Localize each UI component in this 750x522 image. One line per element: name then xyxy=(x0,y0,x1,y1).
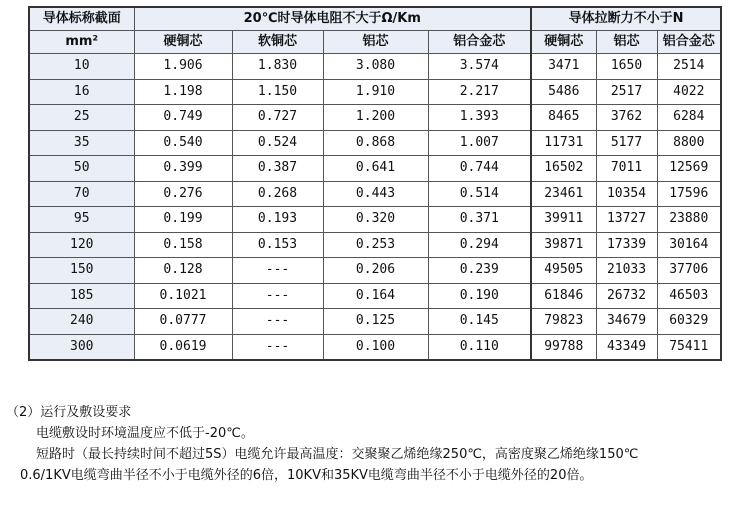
cell-alloy: 2.217 xyxy=(428,79,531,105)
header-row-2 xyxy=(29,31,721,54)
cell-tensile-hard-copper: 3471 xyxy=(531,54,596,80)
notes-line-bend-radius: 0.6/1KV电缆弯曲半径不小于电缆外径的6倍，10KV和35KV电缆弯曲半径不小于电缆外径的20倍。 xyxy=(20,468,593,483)
table-row xyxy=(29,79,721,105)
cell-alloy: 0.371 xyxy=(428,207,531,233)
cell-tensile-aluminum: 21033 xyxy=(596,258,657,284)
cell-hard-copper: 0.158 xyxy=(134,232,232,258)
header-size: 导体标称截面 xyxy=(29,7,134,31)
header-resistance: 20℃时导体电阻不大于Ω/Km xyxy=(134,7,531,31)
cell-soft-copper: --- xyxy=(232,334,323,360)
cell-tensile-alloy: 23880 xyxy=(657,207,721,233)
cell-hard-copper: 0.399 xyxy=(134,156,232,182)
cell-aluminum: 0.320 xyxy=(323,207,428,233)
cell-hard-copper: 0.276 xyxy=(134,181,232,207)
cell-tensile-alloy: 2514 xyxy=(657,54,721,80)
cell-size: 240 xyxy=(29,309,134,335)
cell-size: 185 xyxy=(29,283,134,309)
cell-alloy: 0.239 xyxy=(428,258,531,284)
header-aluminum: 铝芯 xyxy=(323,31,428,54)
table-row xyxy=(29,105,721,131)
cell-hard-copper: 0.0619 xyxy=(134,334,232,360)
spec-table-container xyxy=(28,6,720,361)
cell-size: 70 xyxy=(29,181,134,207)
cell-tensile-alloy: 37706 xyxy=(657,258,721,284)
cell-tensile-alloy: 12569 xyxy=(657,156,721,182)
table-row xyxy=(29,258,721,284)
cell-aluminum: 0.641 xyxy=(323,156,428,182)
table-row xyxy=(29,309,721,335)
cell-tensile-hard-copper: 61846 xyxy=(531,283,596,309)
cell-soft-copper: --- xyxy=(232,309,323,335)
cell-tensile-aluminum: 17339 xyxy=(596,232,657,258)
cell-size: 50 xyxy=(29,156,134,182)
cell-alloy: 0.190 xyxy=(428,283,531,309)
notes-line-temperature: 电缆敷设时环境温度应不低于-20℃。 xyxy=(36,426,254,441)
cell-tensile-hard-copper: 11731 xyxy=(531,130,596,156)
notes-heading: （2）运行及敷设要求 xyxy=(6,405,132,420)
cell-tensile-aluminum: 3762 xyxy=(596,105,657,131)
header-tensile-hard-copper: 硬铜芯 xyxy=(531,31,596,54)
cell-tensile-hard-copper: 8465 xyxy=(531,105,596,131)
cell-tensile-aluminum: 2517 xyxy=(596,79,657,105)
table-row xyxy=(29,232,721,258)
cell-aluminum: 1.200 xyxy=(323,105,428,131)
cell-tensile-aluminum: 34679 xyxy=(596,309,657,335)
table-row xyxy=(29,334,721,360)
cell-tensile-hard-copper: 23461 xyxy=(531,181,596,207)
cell-size: 10 xyxy=(29,54,134,80)
cell-hard-copper: 0.0777 xyxy=(134,309,232,335)
cell-tensile-alloy: 6284 xyxy=(657,105,721,131)
cell-tensile-alloy: 75411 xyxy=(657,334,721,360)
cell-aluminum: 0.253 xyxy=(323,232,428,258)
cell-hard-copper: 0.199 xyxy=(134,207,232,233)
requirements-notes xyxy=(0,402,750,486)
cell-tensile-aluminum: 5177 xyxy=(596,130,657,156)
cell-tensile-hard-copper: 79823 xyxy=(531,309,596,335)
cell-tensile-hard-copper: 49505 xyxy=(531,258,596,284)
cell-size: 150 xyxy=(29,258,134,284)
header-unit: mm² xyxy=(29,31,134,54)
cell-tensile-hard-copper: 99788 xyxy=(531,334,596,360)
cell-alloy: 1.007 xyxy=(428,130,531,156)
header-alloy: 铝合金芯 xyxy=(428,31,531,54)
cell-size: 35 xyxy=(29,130,134,156)
header-tensile: 导体拉断力不小于N xyxy=(531,7,721,31)
cell-alloy: 0.110 xyxy=(428,334,531,360)
cell-alloy: 3.574 xyxy=(428,54,531,80)
cell-tensile-alloy: 4022 xyxy=(657,79,721,105)
cell-alloy: 1.393 xyxy=(428,105,531,131)
cell-alloy: 0.294 xyxy=(428,232,531,258)
cell-tensile-hard-copper: 39871 xyxy=(531,232,596,258)
cell-size: 120 xyxy=(29,232,134,258)
notes-line-short-circuit: 短路时（最长持续时间不超过5S）电缆允许最高温度：交聚聚乙烯绝缘250℃，高密度聚乙烯绝缘150℃ xyxy=(36,447,639,462)
header-row-1 xyxy=(29,7,721,31)
cell-soft-copper: --- xyxy=(232,283,323,309)
cell-alloy: 0.145 xyxy=(428,309,531,335)
cell-tensile-alloy: 8800 xyxy=(657,130,721,156)
cell-soft-copper: 0.193 xyxy=(232,207,323,233)
cell-tensile-aluminum: 13727 xyxy=(596,207,657,233)
cell-tensile-hard-copper: 5486 xyxy=(531,79,596,105)
table-row xyxy=(29,156,721,182)
cell-aluminum: 0.125 xyxy=(323,309,428,335)
cell-aluminum: 0.100 xyxy=(323,334,428,360)
table-row xyxy=(29,181,721,207)
table-row xyxy=(29,207,721,233)
cell-hard-copper: 0.749 xyxy=(134,105,232,131)
cell-tensile-hard-copper: 39911 xyxy=(531,207,596,233)
table-row xyxy=(29,283,721,309)
cell-aluminum: 0.164 xyxy=(323,283,428,309)
cell-size: 95 xyxy=(29,207,134,233)
cell-hard-copper: 0.1021 xyxy=(134,283,232,309)
cell-soft-copper: 0.387 xyxy=(232,156,323,182)
cell-soft-copper: 0.727 xyxy=(232,105,323,131)
cell-alloy: 0.514 xyxy=(428,181,531,207)
cell-tensile-alloy: 30164 xyxy=(657,232,721,258)
header-hard-copper: 硬铜芯 xyxy=(134,31,232,54)
cell-hard-copper: 0.540 xyxy=(134,130,232,156)
cell-aluminum: 0.868 xyxy=(323,130,428,156)
cell-size: 25 xyxy=(29,105,134,131)
cell-tensile-aluminum: 1650 xyxy=(596,54,657,80)
cell-aluminum: 0.443 xyxy=(323,181,428,207)
table-body xyxy=(29,54,721,361)
cell-soft-copper: --- xyxy=(232,258,323,284)
cell-soft-copper: 0.153 xyxy=(232,232,323,258)
conductor-spec-table xyxy=(28,6,722,361)
cell-soft-copper: 1.830 xyxy=(232,54,323,80)
cell-soft-copper: 0.268 xyxy=(232,181,323,207)
cell-hard-copper: 0.128 xyxy=(134,258,232,284)
cell-tensile-alloy: 17596 xyxy=(657,181,721,207)
cell-tensile-alloy: 46503 xyxy=(657,283,721,309)
cell-soft-copper: 1.150 xyxy=(232,79,323,105)
cell-aluminum: 0.206 xyxy=(323,258,428,284)
cell-tensile-alloy: 60329 xyxy=(657,309,721,335)
cell-tensile-aluminum: 26732 xyxy=(596,283,657,309)
cell-aluminum: 3.080 xyxy=(323,54,428,80)
cell-tensile-aluminum: 10354 xyxy=(596,181,657,207)
cell-size: 16 xyxy=(29,79,134,105)
header-soft-copper: 软铜芯 xyxy=(232,31,323,54)
cell-alloy: 0.744 xyxy=(428,156,531,182)
cell-size: 300 xyxy=(29,334,134,360)
header-tensile-aluminum: 铝芯 xyxy=(596,31,657,54)
cell-tensile-aluminum: 7011 xyxy=(596,156,657,182)
cell-hard-copper: 1.906 xyxy=(134,54,232,80)
table-row xyxy=(29,54,721,80)
header-tensile-alloy: 铝合金芯 xyxy=(657,31,721,54)
table-row xyxy=(29,130,721,156)
cell-hard-copper: 1.198 xyxy=(134,79,232,105)
cell-tensile-aluminum: 43349 xyxy=(596,334,657,360)
cell-tensile-hard-copper: 16502 xyxy=(531,156,596,182)
cell-aluminum: 1.910 xyxy=(323,79,428,105)
cell-soft-copper: 0.524 xyxy=(232,130,323,156)
